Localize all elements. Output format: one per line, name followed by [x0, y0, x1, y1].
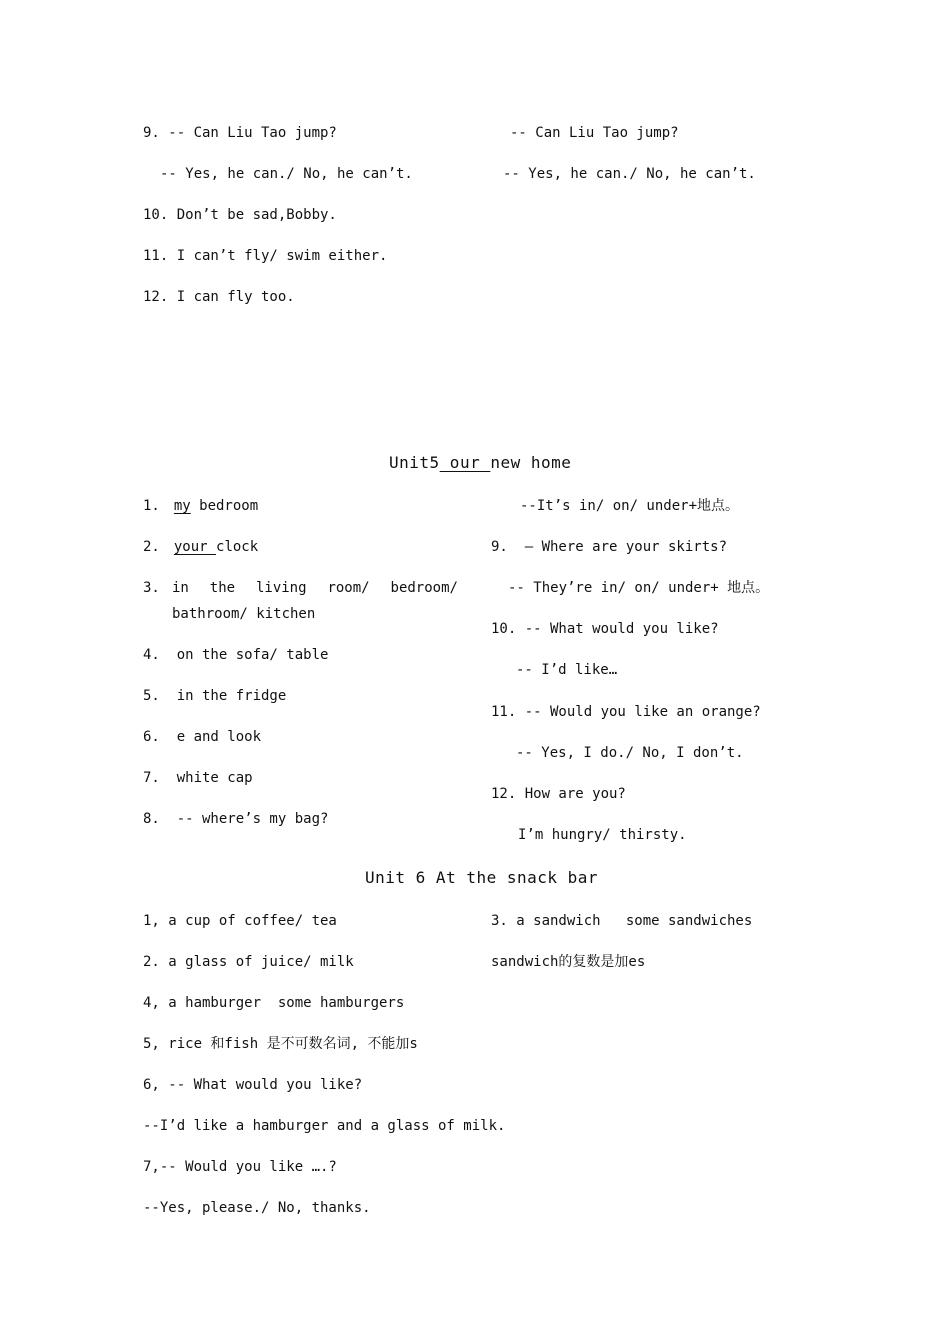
unit5-item3-word: in	[172, 580, 189, 596]
item9-answer-left: -- Yes, he can./ No, he can’t.	[160, 166, 413, 182]
unit5-item3-word: bedroom/	[390, 580, 458, 596]
unit6-item5: 5, rice 和fish 是不可数名词, 不能加s	[143, 1036, 418, 1052]
unit6-item6: 6, -- What would you like?	[143, 1077, 363, 1093]
unit6-item6-answer: --I’d like a hamburger and a glass of milk.	[143, 1118, 506, 1134]
unit5-item11: 11. -- Would you like an orange?	[491, 704, 761, 720]
unit5-item9: 9. – Where are your skirts?	[491, 539, 728, 555]
unit5-item6: 6. e and look	[143, 729, 262, 745]
unit5-item2	[143, 538, 258, 556]
unit5-item2-underlined: your	[173, 539, 217, 555]
item10: 10. Don’t be sad,Bobby.	[143, 207, 337, 223]
unit5-answer10: -- I’d like…	[516, 662, 618, 678]
item12: 12. I can fly too.	[143, 289, 295, 305]
unit5-item3-word: room/	[327, 580, 370, 596]
unit5-item3-line1	[172, 579, 458, 597]
unit5-title-underlined: our	[439, 453, 491, 472]
unit5-item2-text: clock	[216, 539, 259, 555]
unit5-answer9: -- They’re in/ on/ under+ 地点。	[508, 580, 770, 596]
unit6-item7: 7,-- Would you like ….?	[143, 1159, 337, 1175]
unit5-item12: 12. How are you?	[491, 786, 626, 802]
unit6-item3-note: sandwich的复数是加es	[491, 954, 646, 970]
unit5-item5: 5. in the fridge	[143, 688, 287, 704]
unit5-item3-number: 3.	[143, 580, 160, 596]
unit6-item2: 2. a glass of juice/ milk	[143, 954, 354, 970]
item11: 11. I can’t fly/ swim either.	[143, 248, 388, 264]
item9-question-right: -- Can Liu Tao jump?	[510, 125, 679, 141]
unit5-item1-underlined: my	[173, 498, 191, 514]
unit5-item8: 8. -- where’s my bag?	[143, 811, 329, 827]
unit5-title-prefix: Unit5	[389, 453, 440, 472]
unit5-item4: 4. on the sofa/ table	[143, 647, 329, 663]
unit5-item1-number: 1.	[143, 498, 160, 514]
unit5-item7: 7. white cap	[143, 770, 253, 786]
unit5-answer11: -- Yes, I do./ No, I don’t.	[516, 745, 744, 761]
unit5-item10: 10. -- What would you like?	[491, 621, 719, 637]
unit5-item1-text: bedroom	[190, 498, 259, 514]
unit6-item4: 4, a hamburger some hamburgers	[143, 995, 405, 1011]
unit6-item7-answer: --Yes, please./ No, thanks.	[143, 1200, 371, 1216]
unit5-title-suffix: new home	[490, 453, 572, 472]
unit5-item3-word: living	[255, 580, 307, 596]
unit5-answer12: I’m hungry/ thirsty.	[518, 827, 687, 843]
unit5-title	[389, 454, 571, 472]
unit5-item3-word: the	[209, 580, 236, 596]
unit5-item2-number: 2.	[143, 539, 160, 555]
unit5-item3-line2: bathroom/ kitchen	[172, 606, 316, 622]
unit6-title: Unit 6 At the snack bar	[365, 868, 599, 887]
unit5-item1	[143, 497, 258, 515]
item9-answer-right: -- Yes, he can./ No, he can’t.	[503, 166, 756, 182]
unit5-answer8: --It’s in/ on/ under+地点。	[520, 498, 740, 514]
unit6-item1: 1, a cup of coffee/ tea	[143, 913, 337, 929]
unit6-item3: 3. a sandwich some sandwiches	[491, 913, 753, 929]
item9-question-left: 9. -- Can Liu Tao jump?	[143, 125, 337, 141]
